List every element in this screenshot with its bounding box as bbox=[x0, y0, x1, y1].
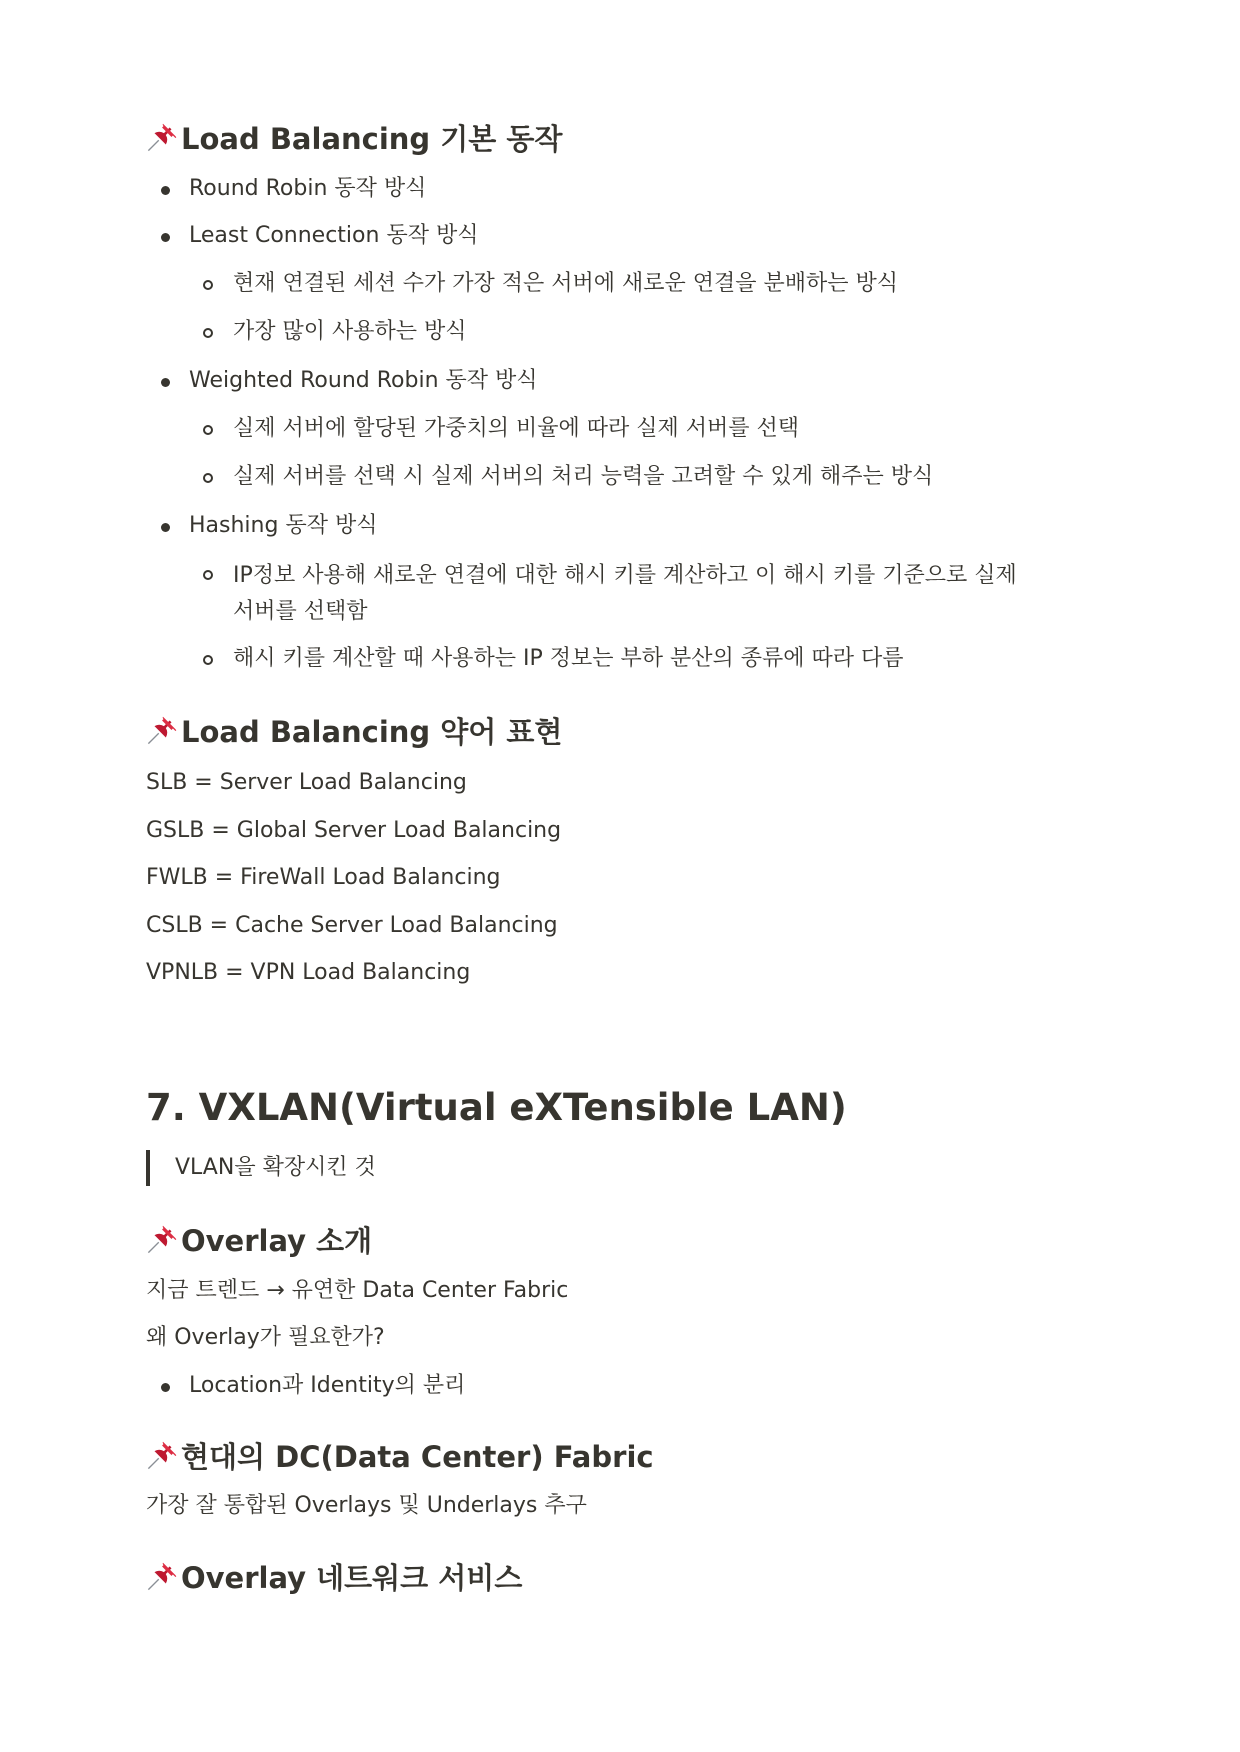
overlay-line-1: 지금 트렌드 → 유연한 Data Center Fabric bbox=[146, 1278, 569, 1303]
list-item: 해시 키를 계산할 때 사용하는 IP 정보는 부하 분산의 종류에 따라 다름 bbox=[146, 643, 1053, 675]
list-item: IP정보 사용해 새로운 연결에 대한 해시 키를 계산하고 이 해시 키를 기준으로 실제 서버를 선택함 bbox=[146, 558, 1043, 630]
overlay-list bbox=[146, 1370, 465, 1402]
pushpin-icon bbox=[146, 1221, 180, 1255]
abbr-line: CSLB = Cache Server Load Balancing bbox=[146, 913, 558, 938]
vxlan-title: 7. VXLAN(Virtual eXTensible LAN) bbox=[146, 1086, 847, 1129]
overlay-intro-heading: Overlay 소개 bbox=[146, 1221, 372, 1261]
pushpin-icon bbox=[146, 119, 180, 153]
abbr-line: GSLB = Global Server Load Balancing bbox=[146, 818, 562, 843]
list-item: 실제 서버에 할당된 가중치의 비율에 따라 실제 서버를 선택 bbox=[146, 413, 1053, 445]
pushpin-icon bbox=[146, 1558, 180, 1592]
list-item: Location과 Identity의 분리 bbox=[146, 1370, 465, 1402]
overlay-service-heading: Overlay 네트워크 서비스 bbox=[146, 1558, 522, 1598]
lb-basic-heading: Load Balancing 기본 동작 bbox=[146, 119, 562, 159]
lb-abbr-heading: Load Balancing 약어 표현 bbox=[146, 712, 562, 752]
dc-fabric-line: 가장 잘 통합된 Overlays 및 Underlays 추구 bbox=[146, 1493, 587, 1518]
list-item: Weighted Round Robin 동작 방식 bbox=[146, 365, 538, 397]
list-item: Hashing 동작 방식 bbox=[146, 510, 377, 542]
overlay-line-2: 왜 Overlay가 필요한가? bbox=[146, 1325, 385, 1350]
abbr-line: SLB = Server Load Balancing bbox=[146, 770, 467, 795]
list-item: 실제 서버를 선택 시 실제 서버의 처리 능력을 고려할 수 있게 해주는 방식 bbox=[146, 461, 1053, 493]
list-item: Least Connection 동작 방식 bbox=[146, 220, 478, 252]
list-item: 가장 많이 사용하는 방식 bbox=[146, 316, 1053, 348]
pushpin-icon bbox=[146, 712, 180, 746]
vxlan-quote: VLAN을 확장시킨 것 bbox=[146, 1150, 376, 1186]
abbr-line: VPNLB = VPN Load Balancing bbox=[146, 960, 471, 985]
pushpin-icon bbox=[146, 1437, 180, 1471]
list-item: Round Robin 동작 방식 bbox=[146, 173, 426, 205]
abbr-line: FWLB = FireWall Load Balancing bbox=[146, 865, 501, 890]
dc-fabric-heading: 현대의 DC(Data Center) Fabric bbox=[146, 1437, 654, 1477]
list-item: 현재 연결된 세션 수가 가장 적은 서버에 새로운 연결을 분배하는 방식 bbox=[146, 268, 1053, 300]
